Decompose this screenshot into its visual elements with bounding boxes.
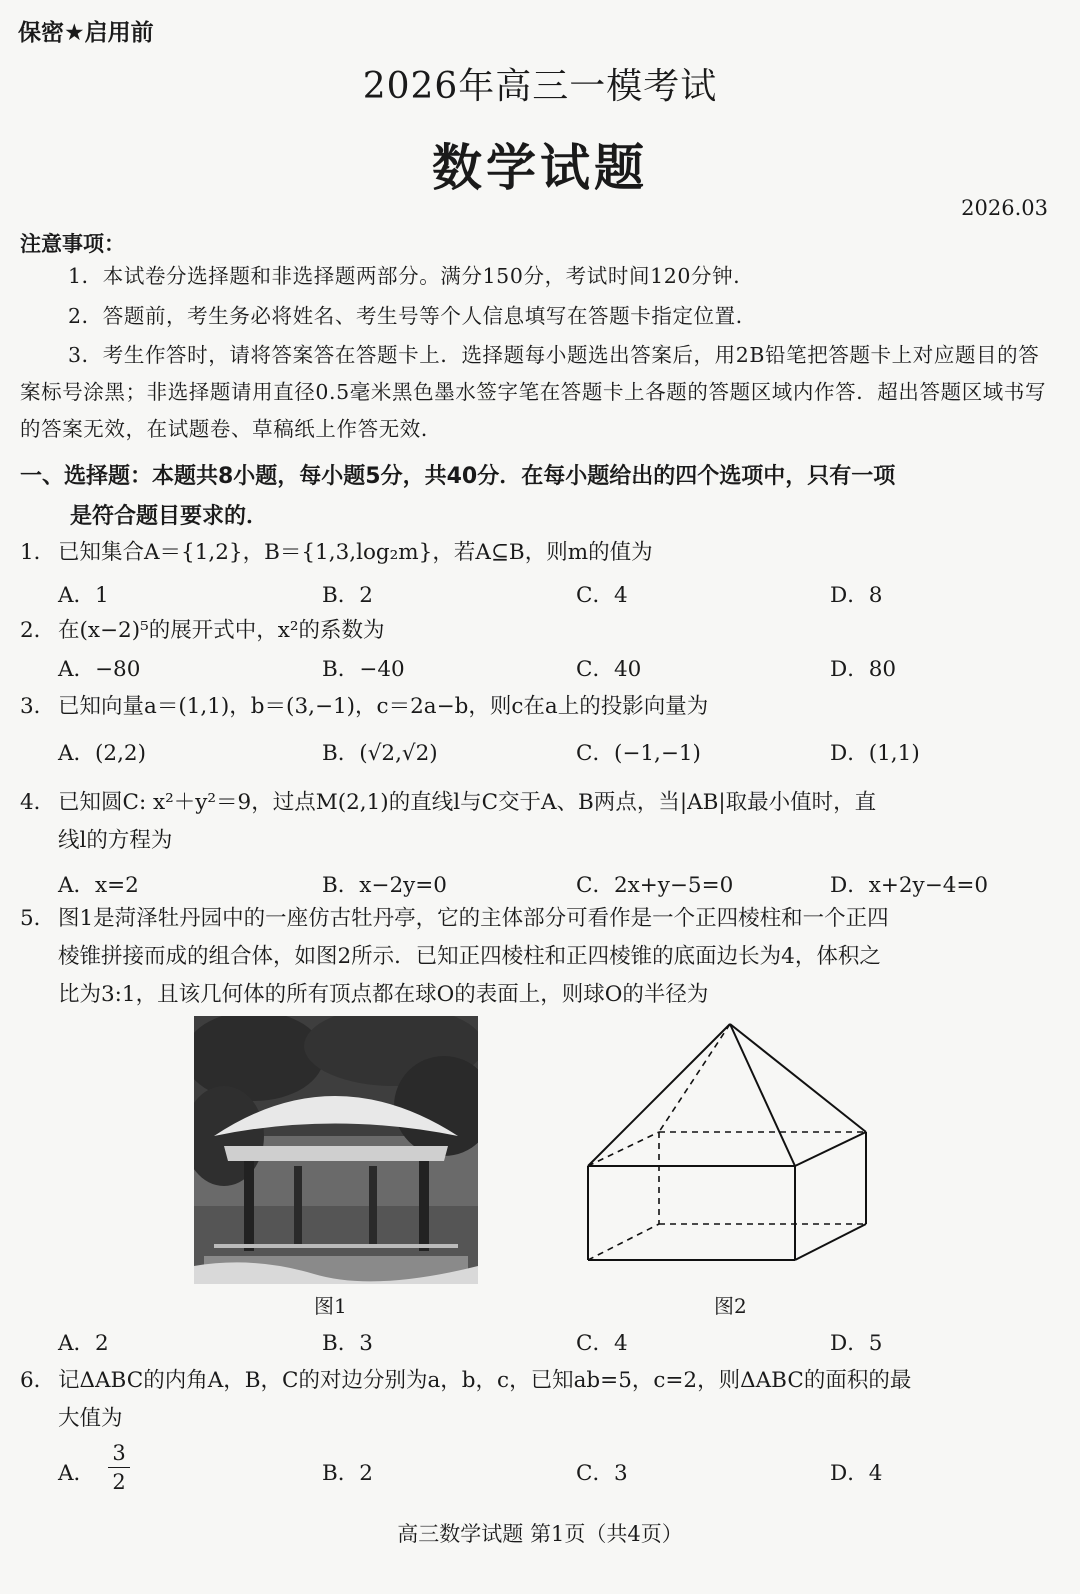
q2-option-b: B．−40 bbox=[322, 657, 405, 682]
q5-option-a: A．2 bbox=[58, 1331, 109, 1356]
q1-option-d: D．8 bbox=[830, 583, 883, 608]
q4-option-a: A．x=2 bbox=[58, 873, 139, 898]
question-number: 3． bbox=[20, 694, 56, 719]
q3-option-a: A．(2,2) bbox=[58, 741, 146, 766]
question-stem-cont-2: 比为3:1，且该几何体的所有顶点都在球O的表面上，则球O的半径为 bbox=[58, 982, 709, 1007]
option-label: A． bbox=[58, 1461, 96, 1486]
figure-2-caption: 图2 bbox=[714, 1294, 747, 1318]
q1-option-c: C．4 bbox=[576, 583, 628, 608]
question-stem-cont: 线l的方程为 bbox=[58, 828, 173, 853]
question-1 bbox=[20, 534, 1050, 572]
pavilion-photo bbox=[194, 1016, 478, 1284]
q1-option-b: B．2 bbox=[322, 583, 373, 608]
q6-option-a-fraction bbox=[106, 1440, 132, 1495]
question-3 bbox=[20, 688, 1050, 726]
fraction-denominator: 2 bbox=[112, 1470, 126, 1494]
fraction-numerator: 3 bbox=[112, 1441, 126, 1465]
section-heading-line1: 一、选择题：本题共8小题，每小题5分，共40分．在每小题给出的四个选项中，只有一项 bbox=[20, 464, 896, 489]
q2-option-a: A．−80 bbox=[58, 657, 141, 682]
notes-title: 注意事项： bbox=[20, 232, 125, 256]
q4-option-d: D．x+2y−4=0 bbox=[830, 873, 989, 898]
question-stem: 已知向量a＝(1,1)，b＝(3,−1)，c＝2a−b，则c在a上的投影向量为 bbox=[58, 694, 709, 719]
confidential-label: 保密★启用前 bbox=[18, 20, 154, 46]
question-stem: 已知集合A＝{1,2}，B＝{1,3,log₂m}，若A⊆B，则m的值为 bbox=[58, 540, 653, 565]
question-number: 4． bbox=[20, 790, 56, 815]
section-heading-line2: 是符合题目要求的． bbox=[70, 504, 269, 529]
page-footer: 高三数学试题 第1页（共4页） bbox=[397, 1522, 683, 1546]
question-2 bbox=[20, 612, 1050, 650]
question-stem: 已知圆C: x²＋y²＝9，过点M(2,1)的直线l与C交于A、B两点，当|AB|取最小值时，直 bbox=[58, 790, 877, 815]
figure-1-caption: 图1 bbox=[314, 1294, 347, 1318]
q3-option-d: D．(1,1) bbox=[830, 741, 920, 766]
q4-option-b: B．x−2y=0 bbox=[322, 873, 447, 898]
section-heading bbox=[20, 457, 1050, 537]
q3-option-b: B．(√2,√2) bbox=[322, 741, 438, 766]
q2-option-c: C．40 bbox=[576, 657, 642, 682]
q1-option-a: A．1 bbox=[58, 583, 109, 608]
fraction-bar bbox=[108, 1467, 130, 1468]
note-item-3: 3．考生作答时，请将答案答在答题卡上．选择题每小题选出答案后，用2B铅笔把答题卡上对应题目的答案标号涂黑；非选择题请用直径0.5毫米黑色墨水签字笔在答题卡上各题的答题区域内作答．超出答题区域书写的答案无效，在试题卷、草稿纸上作答无效． bbox=[20, 343, 1047, 441]
q5-option-c: C．4 bbox=[576, 1331, 628, 1356]
question-number: 1． bbox=[20, 540, 56, 565]
prism-pyramid-diagram bbox=[580, 1020, 880, 1270]
question-6 bbox=[20, 1362, 1050, 1438]
question-stem-cont: 大值为 bbox=[58, 1406, 123, 1431]
q3-option-c: C．(−1,−1) bbox=[576, 741, 701, 766]
question-stem: 记ΔABC的内角A，B，C的对边分别为a，b，c，已知ab=5，c=2，则ΔABC的面积的最 bbox=[58, 1368, 912, 1393]
question-number: 5． bbox=[20, 906, 56, 931]
q4-option-c: C．2x+y−5=0 bbox=[576, 873, 734, 898]
note-item-1: 1．本试卷分选择题和非选择题两部分。满分150分，考试时间120分钟． bbox=[68, 264, 755, 288]
question-5 bbox=[20, 900, 1050, 1014]
exam-date: 2026.03 bbox=[961, 196, 1048, 220]
question-stem-cont: 棱锥拼接而成的组合体，如图2所示．已知正四棱柱和正四棱锥的底面边长为4，体积之 bbox=[58, 944, 881, 969]
exam-title: 2026年高三一模考试 bbox=[362, 66, 718, 107]
note-item-2: 2．答题前，考生务必将姓名、考生号等个人信息填写在答题卡指定位置． bbox=[68, 304, 757, 328]
question-number: 6． bbox=[20, 1368, 56, 1393]
q6-option-a bbox=[58, 1456, 95, 1487]
question-stem: 在(x−2)⁵的展开式中，x²的系数为 bbox=[58, 618, 385, 643]
q5-option-d: D．5 bbox=[830, 1331, 883, 1356]
q5-option-b: B．3 bbox=[322, 1331, 373, 1356]
question-stem: 图1是菏泽牡丹园中的一座仿古牡丹亭，它的主体部分可看作是一个正四棱柱和一个正四 bbox=[58, 906, 889, 931]
question-number: 2． bbox=[20, 618, 56, 643]
q6-option-c: C．3 bbox=[576, 1461, 628, 1486]
q2-option-d: D．80 bbox=[830, 657, 897, 682]
subject-title: 数学试题 bbox=[432, 139, 648, 197]
q6-option-b: B．2 bbox=[322, 1461, 373, 1486]
question-4 bbox=[20, 784, 1050, 860]
q6-option-d: D．4 bbox=[830, 1461, 883, 1486]
